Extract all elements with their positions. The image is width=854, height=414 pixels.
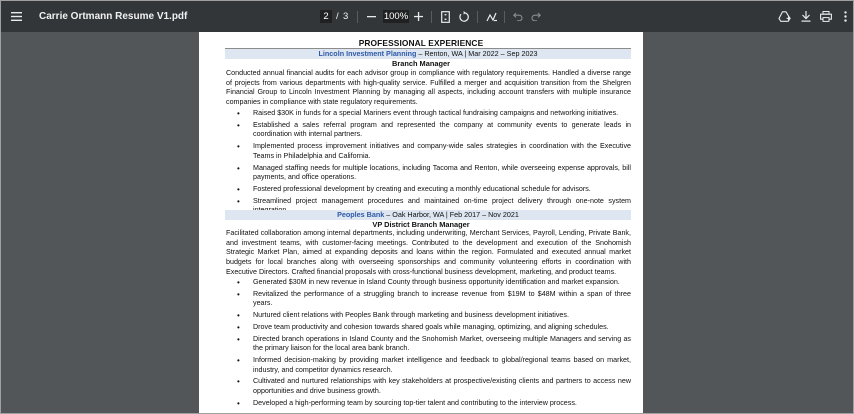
- bullet-item: • Drove team productivity and cohesion towards shared goals while managing, optimizing, and aligning schedules.: [226, 323, 631, 333]
- section-heading: PROFESSIONAL EXPERIENCE: [358, 38, 484, 48]
- bullet-item: • Established a sales referral program and represented the company at community events to generate leads in coordination with internal partners.: [226, 121, 631, 140]
- zoom-out-icon[interactable]: [364, 9, 379, 24]
- job-summary: Facilitated collaboration among internal departments, including underwriting, Merchant Services, Payroll, Lending, Private Bank, and investment teams, with customer-facing meetings. Contributed to the development and execution of the Snohomish Strategic Market Plan, aimed at expanding deposits and loans within the region. Formulated and executed annual market budgets for local branches along with overseeing sponsorships and community volunteering efforts in coordination with Executive Directors. Crafted financial proposals with cross-functional business development, marketing, and product teams.: [226, 229, 631, 276]
- page-total: 3: [343, 11, 349, 22]
- bullet-item: • Informed decision-making by providing market intelligence and feedback to global/regional teams based on market, industry, and competitor dynamics research.: [226, 356, 631, 375]
- bullet-item: • Implemented process improvement initiatives and company-wide sales strategies in coordination with the Executive Teams in Philadelphia and California.: [226, 142, 631, 161]
- job-header: [225, 49, 631, 59]
- download-icon[interactable]: [798, 9, 813, 24]
- menu-icon[interactable]: [11, 1, 27, 32]
- toolbar-divider: [431, 11, 432, 23]
- bullet-item: • Fostered professional development by creating and executing a monthly educational schedule for advisors.: [226, 185, 631, 195]
- undo-icon[interactable]: [510, 9, 525, 24]
- job-title: Branch Manager: [392, 59, 450, 68]
- toolbar-divider: [477, 11, 478, 23]
- bullet-item: • Generated $30M in new revenue in Island County through business opportunity identification and market expansion.: [226, 278, 631, 288]
- page-number-input[interactable]: 2: [320, 10, 332, 23]
- draw-icon[interactable]: [484, 9, 499, 24]
- bullet-item: • Directed branch operations in Island County and the Snohomish Market, overseeing multiple Managers and serving as the primary liaison for the local area bank branch.: [226, 335, 631, 354]
- document-title: Carrie Ortmann Resume V1.pdf: [39, 11, 188, 22]
- bullet-item: • Managed staffing needs for multiple locations, including Tacoma and Renton, while overseeing expense approvals, bill payments, and office operations.: [226, 164, 631, 183]
- toolbar-divider: [504, 11, 505, 23]
- page-separator: /: [336, 11, 339, 22]
- job-summary: Conducted annual financial audits for each advisor group in compliance with regulatory requirements. Handled a diverse range of projects from various departments with high-quality service. Fulfilled a merger and acquisition transition from the Shelgren Financial Group to Lincoln Investment Planning by managing all aspects, including account transfers with multiple insurance companies in compliance with state regulatory requirements.: [226, 69, 631, 107]
- pdf-page: [199, 32, 643, 413]
- bullet-item: • Developed a high-performing team by sourcing top-tier talent and contributing to the interview process.: [226, 399, 631, 409]
- toolbar-divider: [357, 11, 358, 23]
- bullet-item: • Revitalized the performance of a struggling branch to increase revenue from $19M to $48M within a span of three years.: [226, 290, 631, 309]
- job-title: VP District Branch Manager: [372, 220, 470, 229]
- job-bullets: [226, 278, 631, 410]
- redo-icon[interactable]: [528, 9, 543, 24]
- company-name: Peoples Bank: [337, 210, 385, 219]
- job-location-dates: – Oak Harbor, WA | Feb 2017 – Nov 2021: [384, 210, 519, 219]
- bullet-item: • Nurtured client relations with Peoples Bank through marketing and business development initiatives.: [226, 311, 631, 321]
- fit-page-icon[interactable]: [438, 9, 453, 24]
- print-icon[interactable]: [818, 9, 833, 24]
- job-bullets: [226, 109, 631, 218]
- bullet-item: • Streamlined project management procedures and maintained on-time project delivery through one-note system: [226, 197, 631, 216]
- job-location-dates: – Renton, WA | Mar 2022 – Sep 2023: [416, 49, 538, 58]
- add-to-drive-icon[interactable]: [777, 9, 792, 24]
- bullet-item: • Cultivated and nurtured relationships with key stakeholders at prospective/existing clients and partners to access new opportunities and drive business growth.: [226, 377, 631, 396]
- rotate-icon[interactable]: [456, 9, 471, 24]
- pdf-toolbar: [1, 1, 853, 32]
- company-name: Lincoln Investment Planning: [318, 49, 417, 58]
- job-header: [225, 210, 631, 220]
- zoom-level-input[interactable]: 100%: [383, 11, 409, 22]
- zoom-in-icon[interactable]: [411, 9, 426, 24]
- more-options-icon[interactable]: [838, 9, 853, 24]
- bullet-item: • Raised $30K in funds for a special Mariners event through tactical fundraising campaigns and networking initiatives.: [226, 109, 631, 119]
